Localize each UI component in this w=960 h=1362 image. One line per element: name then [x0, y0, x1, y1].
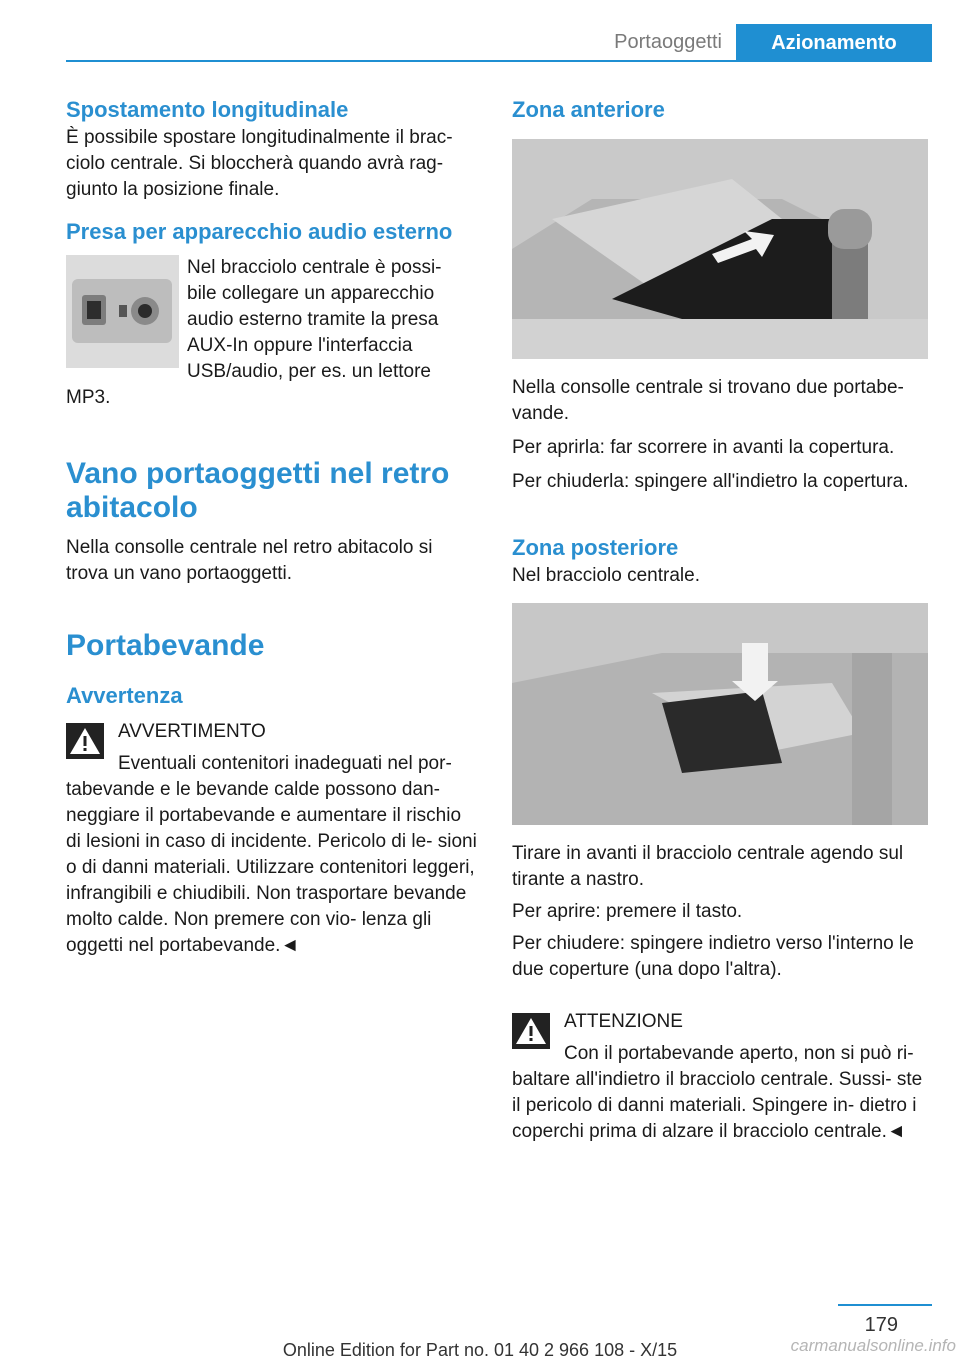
aux-heading: Presa per apparecchio audio esterno	[66, 219, 453, 244]
rear-storage-text: Nella consolle centrale nel retro abitacolo si trova un vano portaoggetti.	[66, 537, 433, 584]
rear-heading: Zona posteriore	[512, 535, 679, 560]
rear-intro: Nel bracciolo centrale.	[512, 565, 700, 586]
chapter-tab: Azionamento	[736, 24, 932, 62]
aux-section	[66, 217, 480, 411]
warning-label: AVVERTIMENTO	[118, 721, 266, 742]
header-rule	[66, 60, 932, 62]
left-column	[66, 95, 480, 959]
front-text-2: Per aprirla: far scorrere in avanti la copertura.	[512, 437, 895, 458]
caution-box	[512, 1009, 926, 1145]
watermark: carmanualsonline.info	[790, 1336, 956, 1355]
warning-icon	[66, 723, 104, 759]
aux-text-line-2: bile collegare un apparecchio	[187, 283, 435, 304]
aux-text-line-5: USB/audio, per es. un lettore	[187, 361, 431, 382]
warning-box	[66, 719, 480, 959]
rear-text-1: Tirare in avanti il bracciolo centrale agendo sul tirante a nastro.	[512, 843, 904, 890]
rear-text-2: Per aprire: premere il tasto.	[512, 901, 743, 922]
aux-text-line-1: Nel bracciolo centrale è possi-	[187, 257, 442, 278]
caution-text: baltare all'indietro il bracciolo centrale. Sussi- ste il pericolo di danni materiali. Spingere in- dietro i coperchi prima di alzare il bracciolo centrale.◄	[512, 1069, 923, 1142]
rear-text-3: Per chiudere: spingere indietro verso l'interno le due coperture (una dopo l'altra).	[512, 933, 914, 980]
page-number: 179	[864, 1314, 898, 1336]
longitudinal-heading: Spostamento longitudinale	[66, 97, 349, 122]
rear-cupholder-photo	[512, 603, 928, 825]
warning-text: tabevande e le bevande calde possono dan- neggiare il portabevande e aumentare il rischio di lesioni in caso di incidente. Pericolo di le- sioni o di danni materiali. Utilizzare contenitori leggeri, infrangibili e chiudibili. Non trasportare bevande molto calde. Non premere con vio- lenza gli oggetti nel portabevande.◄	[66, 779, 477, 956]
page-header	[66, 24, 932, 62]
cupholders-heading: Portabevande	[66, 629, 265, 662]
caution-first-line: Con il portabevande aperto, non si può ri-	[564, 1043, 914, 1064]
aux-text-line-3: audio esterno tramite la presa	[187, 309, 439, 330]
longitudinal-text: È possibile spostare longitudinalmente il brac- ciolo centrale. Si bloccherà quando avrà rag- giunto la posizione finale.	[66, 127, 453, 200]
warning-first-line: Eventuali contenitori inadeguati nel por-	[118, 753, 452, 774]
caution-label: ATTENZIONE	[564, 1011, 683, 1032]
rear-storage-heading: Vano portaoggetti nel retro abitacolo	[66, 457, 450, 524]
aux-text-line-4: AUX-In oppure l'interfaccia	[187, 335, 413, 356]
edition-line: Online Edition for Part no. 01 40 2 966 108 - X/15	[282, 1340, 678, 1360]
notice-heading: Avvertenza	[66, 683, 183, 708]
front-cupholder-photo	[512, 139, 928, 359]
aux-usb-photo	[66, 255, 179, 368]
right-column	[512, 95, 926, 1145]
section-tab: Portaoggetti	[614, 31, 722, 53]
front-heading: Zona anteriore	[512, 97, 665, 122]
front-text-3: Per chiuderla: spingere all'indietro la copertura.	[512, 471, 909, 492]
front-text-1: Nella consolle centrale si trovano due portabe- vande.	[512, 377, 904, 424]
footer-rule	[838, 1304, 932, 1306]
caution-icon	[512, 1013, 550, 1049]
aux-text-tail: MP3.	[66, 387, 111, 408]
